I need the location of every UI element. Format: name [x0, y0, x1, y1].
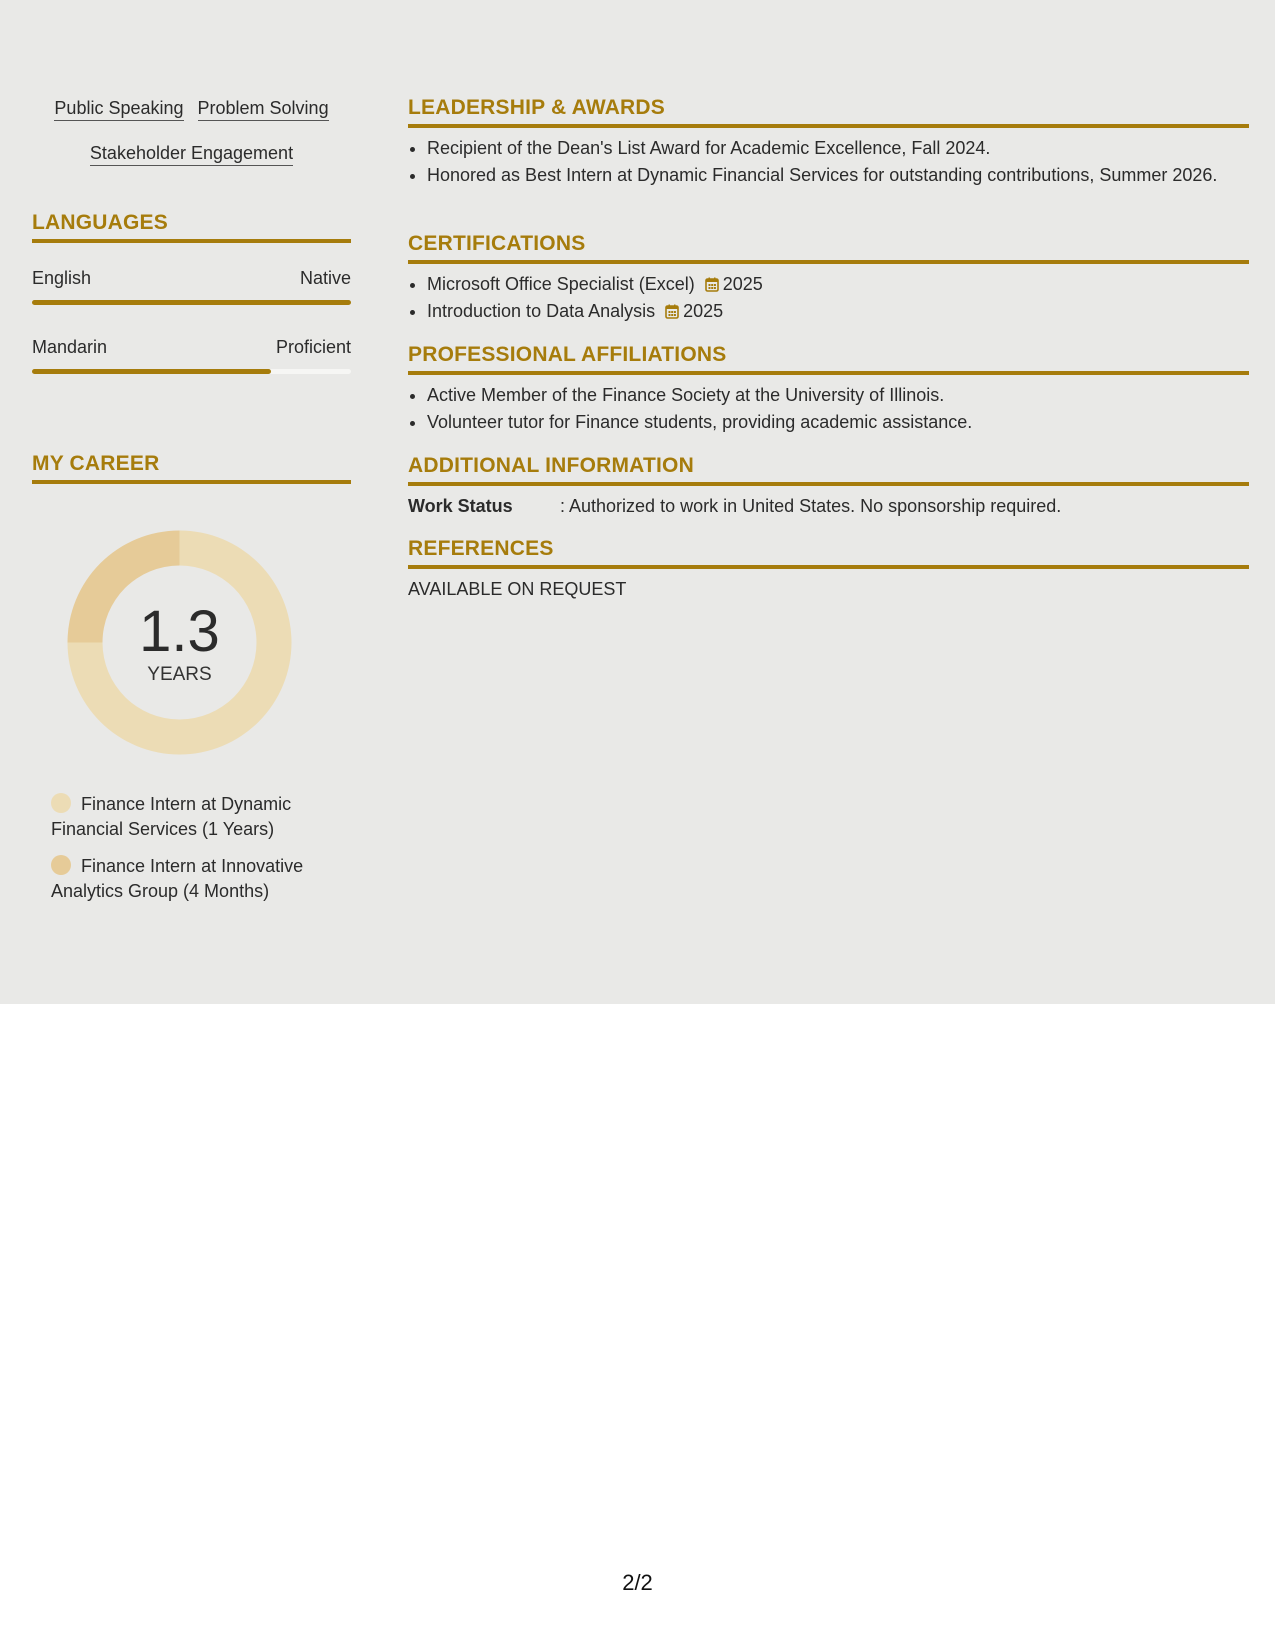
list-item: • Honored as Best Intern at Dynamic Financial Services for outstanding contributions, Summer 2026.	[427, 163, 1249, 187]
career-total-value: 1.3	[139, 599, 220, 664]
legend-label: Finance Intern at Dynamic Financial Services (1 Years)	[51, 794, 292, 839]
certification-year: 2025	[683, 301, 724, 321]
skill-tag: Stakeholder Engagement	[90, 142, 293, 166]
legend-label: Finance Intern at Innovative Analytics Group (4 Months)	[51, 856, 304, 901]
language-bar-fill	[32, 300, 351, 305]
language-bar	[32, 300, 351, 305]
career-legend	[51, 792, 341, 916]
skill-tag: Public Speaking	[54, 97, 183, 121]
skills-list	[32, 86, 351, 176]
references-heading: REFERENCES	[408, 537, 1249, 569]
leadership-heading: LEADERSHIP & AWARDS	[408, 96, 1249, 128]
leadership-list	[408, 136, 1249, 187]
affiliations-heading: PROFESSIONAL AFFILIATIONS	[408, 343, 1249, 375]
language-item	[32, 337, 351, 374]
career-heading: MY CAREER	[32, 452, 351, 484]
affiliations-section	[408, 343, 1249, 437]
language-item	[32, 268, 351, 305]
calendar-icon	[665, 304, 679, 319]
certification-name: Microsoft Office Specialist (Excel)	[427, 274, 695, 294]
list-item: • Active Member of the Finance Society at the University of Illinois.	[427, 383, 1249, 407]
languages-heading: LANGUAGES	[32, 211, 351, 243]
certifications-list	[408, 272, 1249, 323]
legend-item	[51, 854, 341, 904]
additional-info-section	[408, 454, 1249, 518]
career-total-unit: YEARS	[147, 664, 212, 685]
references-text: AVAILABLE ON REQUEST	[408, 579, 627, 599]
leadership-section	[408, 96, 1249, 190]
references-section	[408, 537, 1249, 601]
list-item: • Volunteer tutor for Finance students, providing academic assistance.	[427, 410, 1249, 434]
language-bar-fill	[32, 369, 271, 374]
work-status-label: Work Status	[408, 496, 513, 516]
skill-tag: Problem Solving	[198, 97, 329, 121]
calendar-icon	[705, 277, 719, 292]
language-name: Mandarin	[32, 337, 108, 357]
certification-name: Introduction to Data Analysis	[427, 301, 656, 321]
list-item: • Recipient of the Dean's List Award for Academic Excellence, Fall 2024.	[427, 136, 1249, 160]
list-item	[427, 299, 1249, 323]
page-number: 2/2	[622, 1570, 653, 1595]
language-level: Native	[299, 268, 351, 288]
language-name: English	[32, 268, 92, 288]
work-status-row	[408, 494, 1249, 518]
certifications-heading: CERTIFICATIONS	[408, 232, 1249, 264]
language-bar	[32, 369, 351, 374]
legend-dot	[51, 793, 71, 813]
legend-dot	[51, 855, 71, 875]
language-level: Proficient	[275, 337, 351, 357]
additional-info-heading: ADDITIONAL INFORMATION	[408, 454, 1249, 486]
list-item	[427, 272, 1249, 296]
work-status-value: : Authorized to work in United States. No sponsorship required.	[560, 496, 1062, 516]
certifications-section	[408, 232, 1249, 326]
career-total	[67, 530, 292, 755]
certification-year: 2025	[722, 274, 763, 294]
legend-item	[51, 792, 341, 842]
affiliations-list	[408, 383, 1249, 434]
